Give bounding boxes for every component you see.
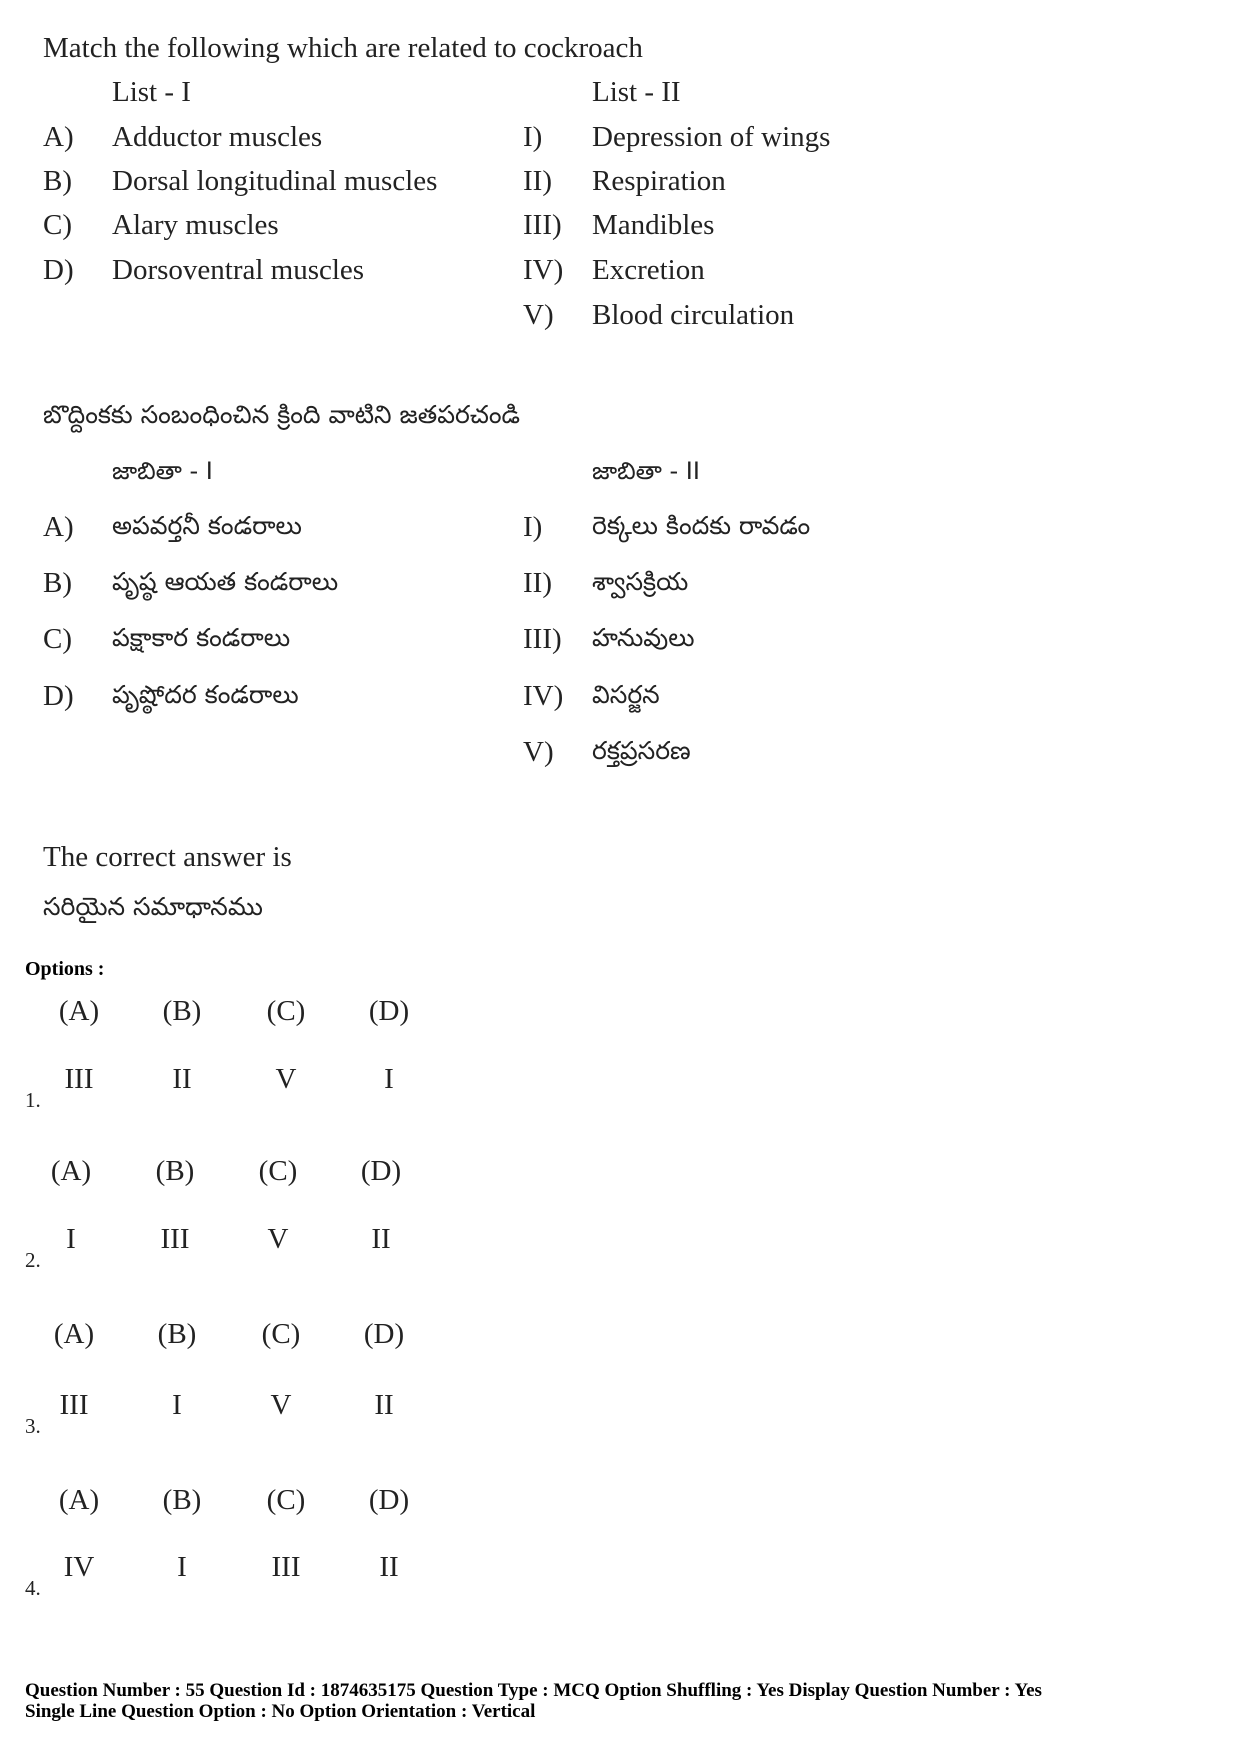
list2-label: V) (523, 299, 554, 331)
option-value: III (59, 1389, 89, 1421)
option-header: (C) (266, 995, 306, 1027)
option-value: V (270, 1389, 292, 1421)
list2-item: Mandibles (592, 209, 715, 241)
list1-item: పక్షాకార కండరాలు (112, 623, 291, 652)
list1-label: A) (43, 121, 74, 153)
option-value: I (384, 1063, 394, 1095)
option-header: (D) (360, 1155, 402, 1187)
list2-title-en: List - II (592, 76, 681, 108)
list1-item: పృష్ఠ ఆయత కండరాలు (112, 567, 339, 596)
question-stem-te: బొద్దింకకు సంబంధించిన క్రింది వాటిని జతపరచండి (43, 400, 521, 429)
option-number: 1. (25, 1088, 41, 1112)
list2-label: I) (523, 121, 543, 153)
option-value: II (379, 1551, 399, 1583)
list2-label: I) (523, 511, 543, 543)
list1-item: పృష్ఠోదర కండరాలు (112, 680, 299, 709)
list1-label: D) (43, 680, 74, 712)
list1-title-en: List - I (112, 76, 191, 108)
option-header: (B) (162, 995, 202, 1027)
option-value: IV (63, 1551, 95, 1583)
option-header: (D) (363, 1318, 405, 1350)
list1-label: C) (43, 209, 72, 241)
question-meta-line2: Single Line Question Option : No Option Orientation : Vertical (25, 1701, 536, 1722)
list2-item: రెక్కలు కిందకు రావడం (592, 511, 811, 540)
option-number: 2. (25, 1248, 41, 1272)
option-value: I (172, 1389, 182, 1421)
option-header: (B) (155, 1155, 195, 1187)
option-value: V (275, 1063, 297, 1095)
option-number: 3. (25, 1414, 41, 1438)
option-value: II (374, 1389, 394, 1421)
option-number: 4. (25, 1576, 41, 1600)
list1-item: Adductor muscles (112, 121, 323, 153)
option-header: (C) (261, 1318, 301, 1350)
list2-label: II) (523, 165, 552, 197)
list2-label: IV) (523, 680, 564, 712)
list1-label: B) (43, 567, 72, 599)
list1-label: A) (43, 511, 74, 543)
list2-item: రక్తప్రసరణ (592, 736, 691, 765)
list2-item: శ్వాసక్రియ (592, 567, 689, 596)
list2-label: V) (523, 736, 554, 768)
option-header: (C) (258, 1155, 298, 1187)
option-value: III (64, 1063, 94, 1095)
option-header: (A) (58, 995, 100, 1027)
option-value: III (160, 1223, 190, 1255)
list1-label: C) (43, 623, 72, 655)
question-meta-line1: Question Number : 55 Question Id : 1874635175 Question Type : MCQ Option Shuffling : Yes Display Question Number : Yes (25, 1680, 1042, 1701)
option-value: I (177, 1551, 187, 1583)
option-header: (B) (162, 1484, 202, 1516)
option-header: (B) (157, 1318, 197, 1350)
answer-prompt-en: The correct answer is (43, 841, 292, 873)
question-stem-en: Match the following which are related to cockroach (43, 32, 643, 64)
list2-title-te: జాబితా - II (592, 457, 700, 485)
list1-title-te: జాబితా - I (112, 457, 213, 485)
list1-item: Dorsal longitudinal muscles (112, 165, 438, 197)
option-value: III (271, 1551, 301, 1583)
list2-item: Respiration (592, 165, 726, 197)
list2-label: III) (523, 209, 562, 241)
option-header: (C) (266, 1484, 306, 1516)
option-value: I (66, 1223, 76, 1255)
list2-label: III) (523, 623, 562, 655)
list1-item: Alary muscles (112, 209, 279, 241)
option-value: II (371, 1223, 391, 1255)
option-header: (A) (53, 1318, 95, 1350)
option-value: II (172, 1063, 192, 1095)
list2-item: Depression of wings (592, 121, 831, 153)
option-header: (A) (50, 1155, 92, 1187)
option-header: (A) (58, 1484, 100, 1516)
list1-item: అపవర్తనీ కండరాలు (112, 511, 302, 540)
options-label: Options : (25, 958, 105, 980)
option-value: V (267, 1223, 289, 1255)
list1-item: Dorsoventral muscles (112, 254, 365, 286)
list2-item: Excretion (592, 254, 705, 286)
list2-label: IV) (523, 254, 564, 286)
list1-label: B) (43, 165, 72, 197)
list2-item: విసర్జన (592, 680, 660, 709)
list2-item: హనువులు (592, 623, 695, 652)
answer-prompt-te: సరియైన సమాధానము (43, 892, 263, 921)
option-header: (D) (368, 1484, 410, 1516)
list2-item: Blood circulation (592, 299, 795, 331)
list1-label: D) (43, 254, 74, 286)
list2-label: II) (523, 567, 552, 599)
option-header: (D) (368, 995, 410, 1027)
